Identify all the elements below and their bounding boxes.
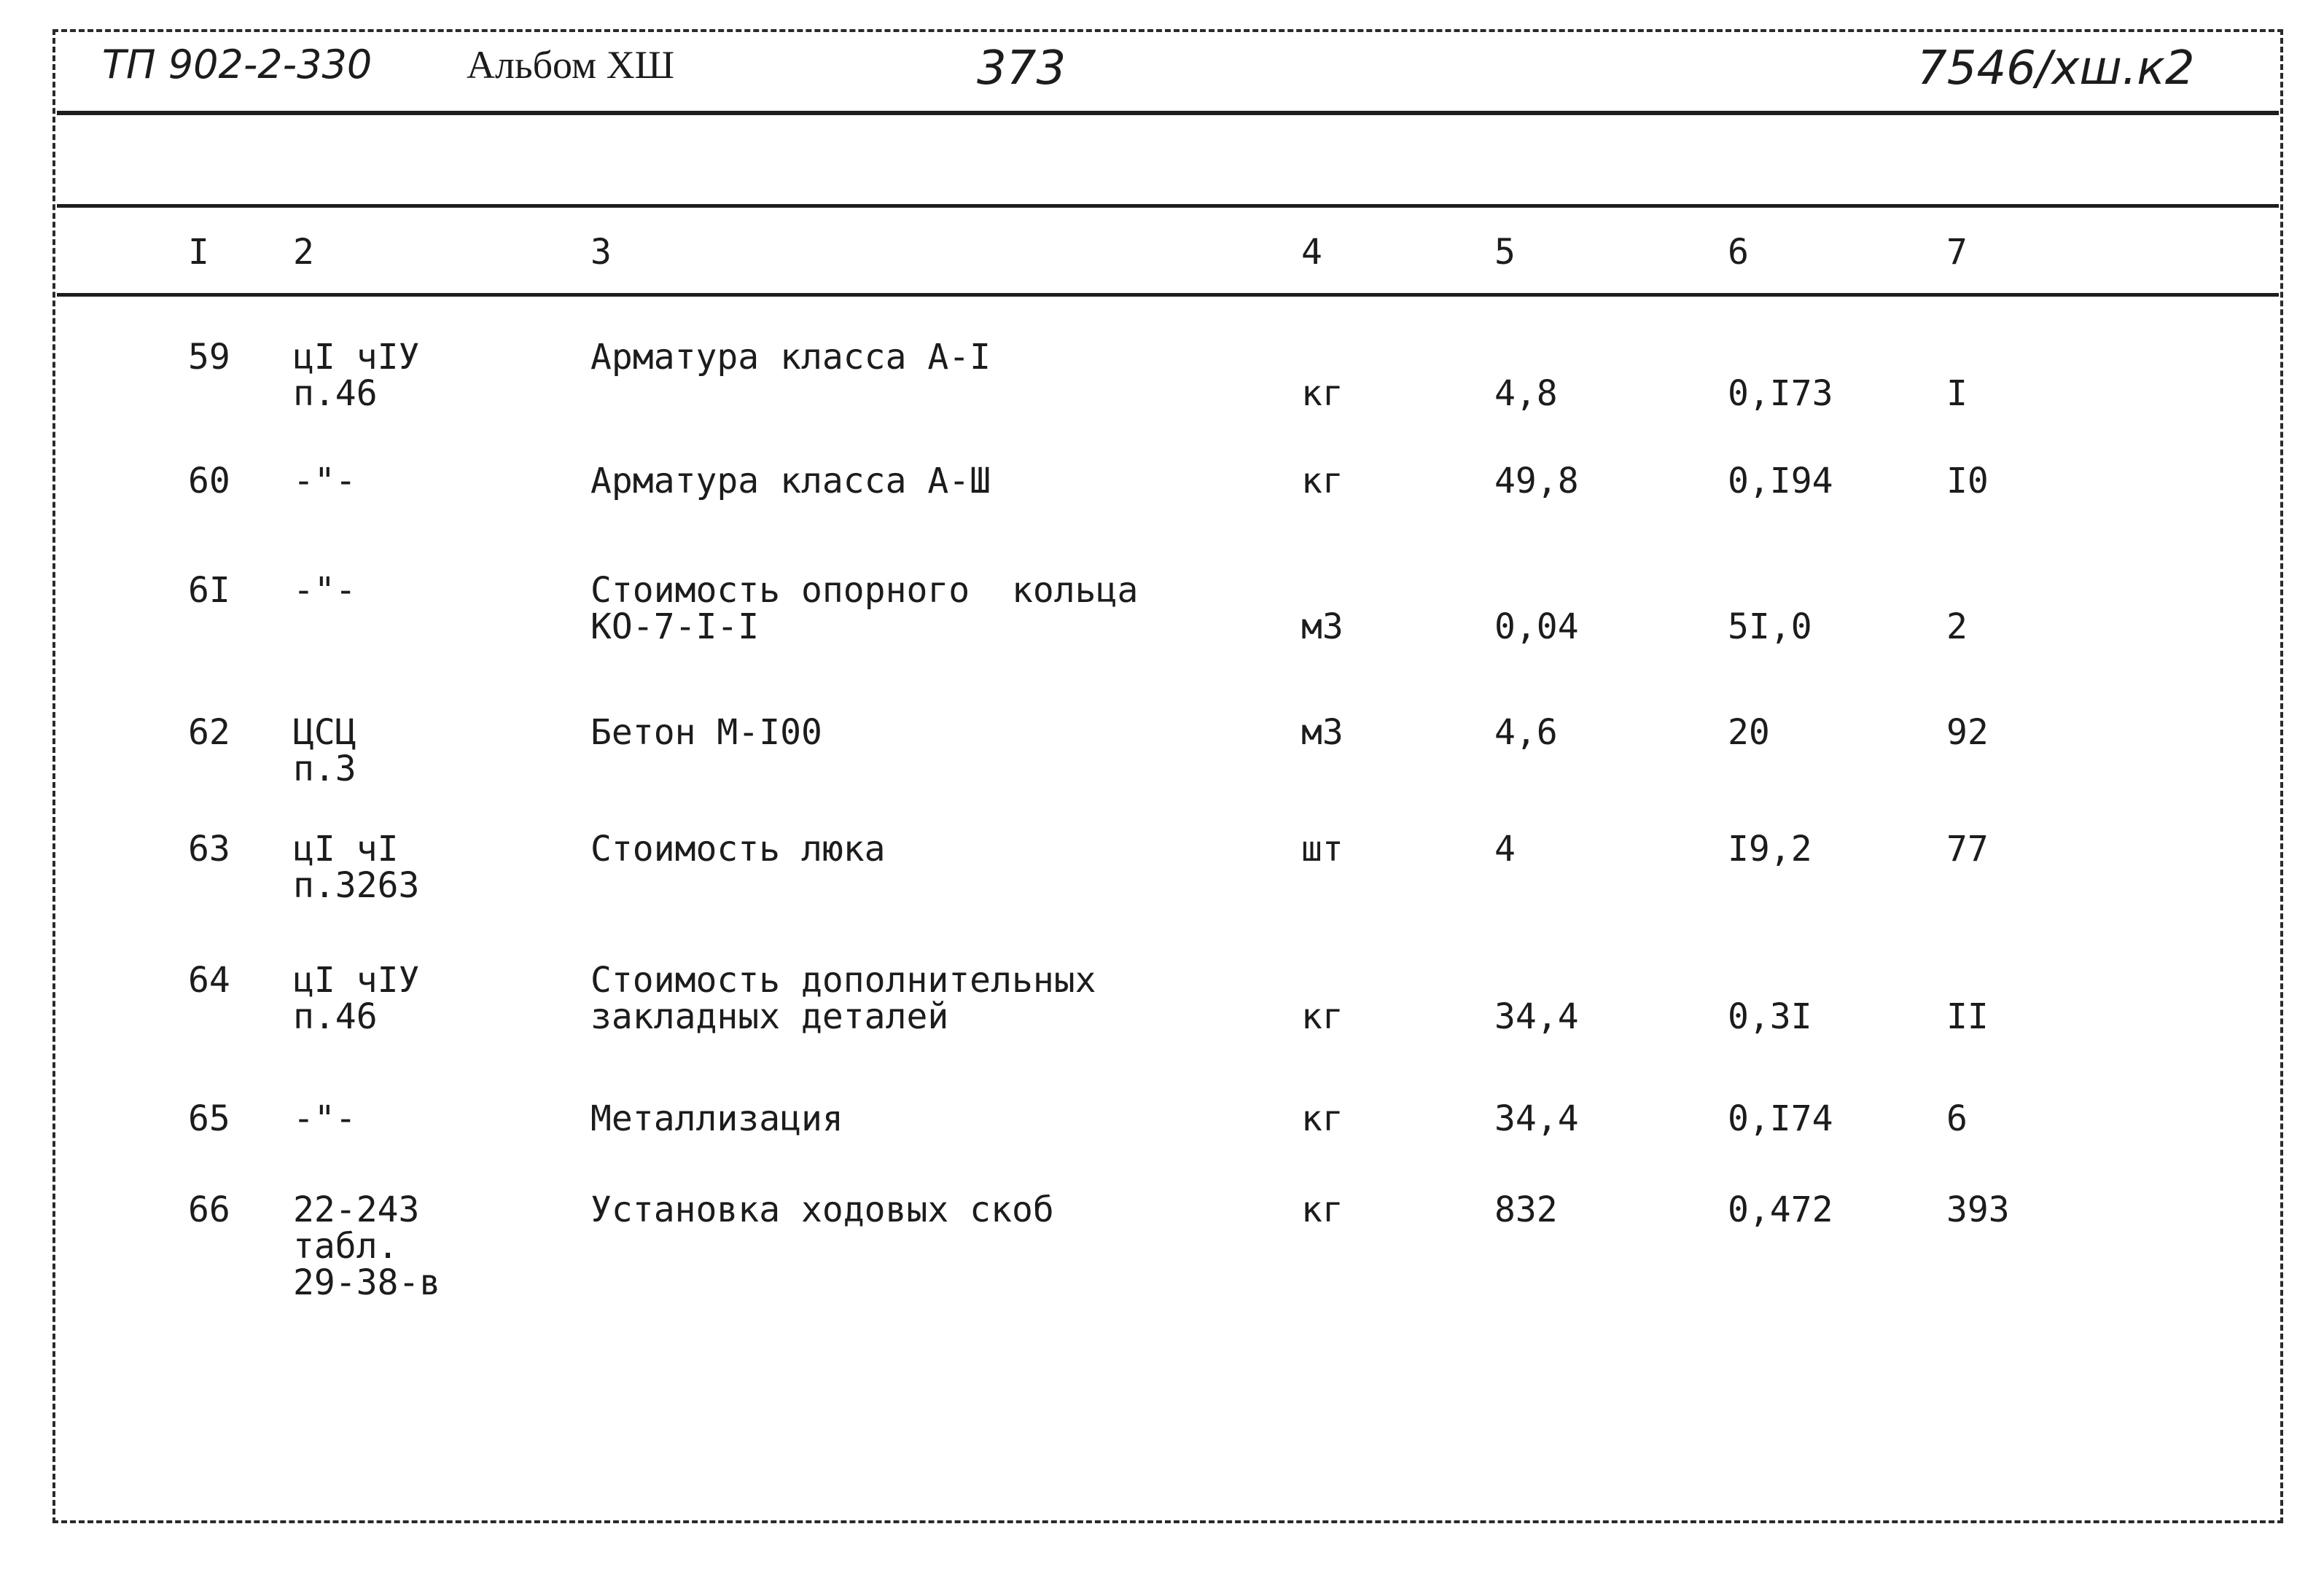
table-top-rule	[57, 204, 2279, 208]
row-65-name: Металлизация	[590, 1098, 843, 1139]
row-65-unit: кг	[1301, 1098, 1344, 1139]
row-63-unit: шт	[1301, 829, 1344, 869]
row-63-qty: 4	[1494, 829, 1516, 869]
row-6I-total: 2	[1946, 606, 1968, 647]
album-label: Альбом ХШ	[467, 43, 675, 87]
row-63-price: I9,2	[1728, 829, 1812, 869]
row-65-qty: 34,4	[1494, 1098, 1579, 1139]
row-64-unit: кг	[1301, 996, 1344, 1037]
row-66-ref: 22-243 табл. 29-38-в	[293, 1189, 441, 1303]
row-62-n: 62	[188, 712, 230, 753]
project-code: ТП 902-2-330	[102, 42, 373, 87]
row-59-qty: 4,8	[1494, 373, 1558, 414]
column-number-6: 6	[1728, 232, 1749, 273]
row-6I-name: Стоимость опорного кольца КО-7-I-I	[590, 570, 1139, 647]
row-63-name: Стоимость люка	[590, 829, 886, 869]
row-65-ref: -"-	[293, 1098, 356, 1139]
row-6I-price: 5I,0	[1728, 606, 1812, 647]
row-6I-ref: -"-	[293, 570, 356, 611]
row-59-unit: кг	[1301, 373, 1344, 414]
row-64-total: II	[1946, 996, 1989, 1037]
row-65-n: 65	[188, 1098, 230, 1139]
row-62-qty: 4,6	[1494, 712, 1558, 753]
row-64-ref: цI чIУ п.46	[293, 960, 420, 1037]
row-6I-unit: м3	[1301, 606, 1344, 647]
row-60-unit: кг	[1301, 461, 1344, 501]
row-62-unit: м3	[1301, 712, 1344, 753]
row-59-total: I	[1946, 373, 1968, 414]
row-66-unit: кг	[1301, 1189, 1344, 1230]
row-60-price: 0,I94	[1728, 461, 1833, 501]
row-66-price: 0,472	[1728, 1189, 1833, 1230]
page-number: 373	[977, 42, 1067, 95]
row-60-name: Арматура класса А-Ш	[590, 461, 991, 501]
row-64-n: 64	[188, 960, 230, 1001]
row-64-price: 0,3I	[1728, 996, 1812, 1037]
row-63-total: 77	[1946, 829, 1989, 869]
column-number-4: 4	[1301, 232, 1322, 273]
row-66-n: 66	[188, 1189, 230, 1230]
row-66-total: 393	[1946, 1189, 2010, 1230]
row-59-n: 59	[188, 337, 230, 378]
column-number-7: 7	[1946, 232, 1968, 273]
row-60-total: I0	[1946, 461, 1989, 501]
archive-number: 7546/хш.к2	[1917, 42, 2195, 95]
row-59-name: Арматура класса А-I	[590, 337, 991, 378]
row-62-price: 20	[1728, 712, 1770, 753]
row-63-ref: цI чI п.3263	[293, 829, 420, 906]
column-number-3: 3	[590, 232, 612, 273]
row-59-price: 0,I73	[1728, 373, 1833, 414]
row-62-ref: ЦСЦ п.3	[293, 712, 356, 789]
row-59-ref: цI чIУ п.46	[293, 337, 420, 414]
column-number-1: I	[188, 232, 209, 273]
row-60-qty: 49,8	[1494, 461, 1579, 501]
row-60-n: 60	[188, 461, 230, 501]
row-62-name: Бетон М-I00	[590, 712, 822, 753]
row-66-qty: 832	[1494, 1189, 1558, 1230]
row-6I-n: 6I	[188, 570, 230, 611]
column-number-2: 2	[293, 232, 314, 273]
row-63-n: 63	[188, 829, 230, 869]
row-62-total: 92	[1946, 712, 1989, 753]
column-number-5: 5	[1494, 232, 1516, 273]
header-rule	[57, 111, 2279, 115]
row-60-ref: -"-	[293, 461, 356, 501]
row-64-qty: 34,4	[1494, 996, 1579, 1037]
row-65-total: 6	[1946, 1098, 1968, 1139]
column-header-rule	[57, 293, 2279, 297]
row-64-name: Стоимость дополнительных закладных деталей	[590, 960, 1096, 1037]
row-65-price: 0,I74	[1728, 1098, 1833, 1139]
row-66-name: Установка ходовых скоб	[590, 1189, 1054, 1230]
row-6I-qty: 0,04	[1494, 606, 1579, 647]
